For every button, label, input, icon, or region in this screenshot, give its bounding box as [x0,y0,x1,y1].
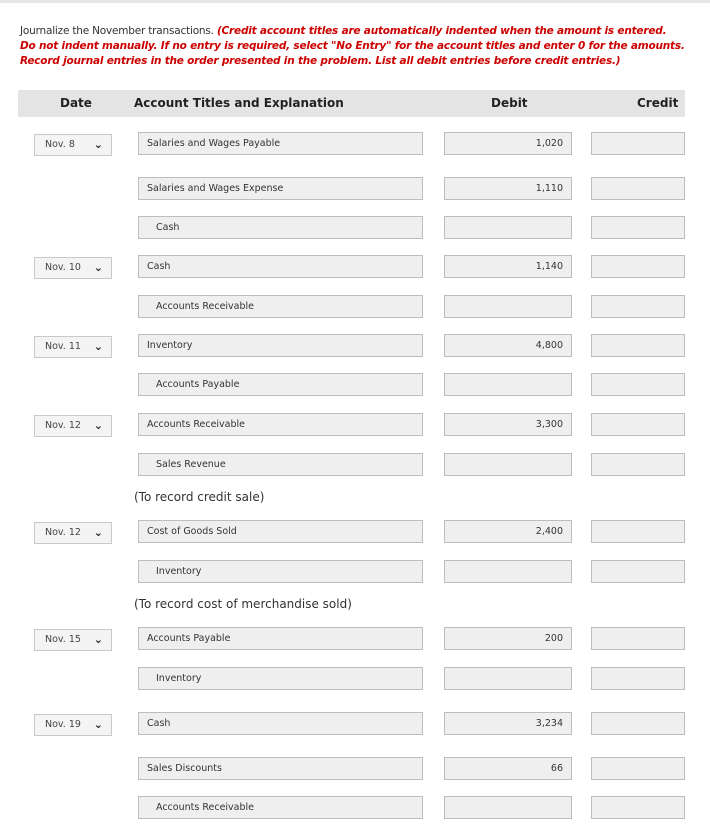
credit-field[interactable] [591,757,685,780]
debit-field[interactable] [444,373,572,396]
date-select[interactable] [34,522,112,544]
chevron-down-icon: ⌄ [93,261,103,274]
account-value: Inventory [156,566,202,577]
date-select[interactable] [34,629,112,651]
debit-field[interactable] [444,132,572,155]
date-select[interactable] [34,714,112,736]
account-value: Salaries and Wages Payable [147,138,281,149]
date-value: Nov. 8 [45,139,75,150]
explanation-text: (To record cost of merchandise sold) [134,597,352,611]
date-select[interactable] [34,336,112,358]
credit-field[interactable] [591,796,685,819]
account-value: Accounts Receivable [156,802,255,813]
debit-field[interactable] [444,255,572,278]
credit-field[interactable] [591,216,685,239]
credit-field[interactable] [591,295,685,318]
account-value: Accounts Payable [156,379,240,390]
account-value: Sales Revenue [156,459,226,470]
debit-field[interactable] [444,453,572,476]
credit-field[interactable] [591,373,685,396]
date-select[interactable] [34,415,112,437]
account-value: Salaries and Wages Expense [147,183,284,194]
credit-field[interactable] [591,712,685,735]
account-value: Inventory [156,673,202,684]
debit-value: 4,800 [535,340,563,351]
debit-field[interactable] [444,560,572,583]
date-value: Nov. 10 [45,262,81,273]
date-select[interactable] [34,257,112,279]
credit-field[interactable] [591,255,685,278]
debit-field[interactable] [444,216,572,239]
debit-field[interactable] [444,627,572,650]
account-value: Cost of Goods Sold [147,526,237,537]
account-field[interactable] [138,295,423,318]
debit-value: 1,020 [535,138,563,149]
instructions [20,24,685,69]
credit-field[interactable] [591,453,685,476]
account-value: Inventory [147,340,193,351]
account-field[interactable] [138,334,423,357]
account-field[interactable] [138,757,423,780]
credit-field[interactable] [591,520,685,543]
date-value: Nov. 12 [45,527,81,538]
credit-field[interactable] [591,413,685,436]
account-field[interactable] [138,627,423,650]
account-value: Accounts Receivable [147,419,246,430]
debit-field[interactable] [444,757,572,780]
account-field[interactable] [138,216,423,239]
credit-field[interactable] [591,132,685,155]
top-divider [0,0,710,3]
debit-value: 1,140 [535,261,563,272]
chevron-down-icon: ⌄ [93,138,103,151]
account-field[interactable] [138,255,423,278]
account-value: Cash [147,261,171,272]
debit-value: 66 [550,763,563,774]
account-field[interactable] [138,520,423,543]
account-value: Cash [147,718,171,729]
date-value: Nov. 19 [45,719,81,730]
header-credit: Credit [637,96,679,110]
debit-field[interactable] [444,295,572,318]
credit-field[interactable] [591,627,685,650]
date-value: Nov. 11 [45,341,81,352]
credit-field[interactable] [591,177,685,200]
account-field[interactable] [138,712,423,735]
credit-field[interactable] [591,667,685,690]
chevron-down-icon: ⌄ [93,718,103,731]
header-debit: Debit [491,96,528,110]
chevron-down-icon: ⌄ [93,419,103,432]
date-select[interactable] [34,134,112,156]
instructions-note: (Credit account titles are automatically indented when the amount is entered. Do not indent manually. If no entry is required, select "No Entry" for the account titles and enter 0 for the amounts. Record journal entries in the order presented in the problem. List all debit entries before credit entries.) [20,25,685,67]
debit-field[interactable] [444,796,572,819]
table-header [18,90,685,117]
date-value: Nov. 15 [45,634,81,645]
account-value: Sales Discounts [147,763,222,774]
debit-value: 3,234 [535,718,563,729]
account-value: Accounts Receivable [156,301,255,312]
debit-value: 1,110 [535,183,563,194]
debit-field[interactable] [444,177,572,200]
debit-value: 3,300 [535,419,563,430]
debit-field[interactable] [444,413,572,436]
instructions-lead: Journalize the November transactions. [20,25,217,37]
debit-field[interactable] [444,334,572,357]
account-field[interactable] [138,373,423,396]
account-field[interactable] [138,177,423,200]
debit-field[interactable] [444,520,572,543]
debit-value: 200 [544,633,563,644]
chevron-down-icon: ⌄ [93,526,103,539]
header-account: Account Titles and Explanation [134,96,344,110]
chevron-down-icon: ⌄ [93,633,103,646]
account-field[interactable] [138,453,423,476]
account-value: Accounts Payable [147,633,231,644]
account-field[interactable] [138,413,423,436]
account-field[interactable] [138,667,423,690]
account-field[interactable] [138,132,423,155]
account-value: Cash [156,222,180,233]
debit-field[interactable] [444,712,572,735]
date-value: Nov. 12 [45,420,81,431]
chevron-down-icon: ⌄ [93,340,103,353]
header-date: Date [60,96,92,110]
explanation-text: (To record credit sale) [134,490,265,504]
account-field[interactable] [138,560,423,583]
account-field[interactable] [138,796,423,819]
debit-value: 2,400 [535,526,563,537]
credit-field[interactable] [591,560,685,583]
debit-field[interactable] [444,667,572,690]
credit-field[interactable] [591,334,685,357]
